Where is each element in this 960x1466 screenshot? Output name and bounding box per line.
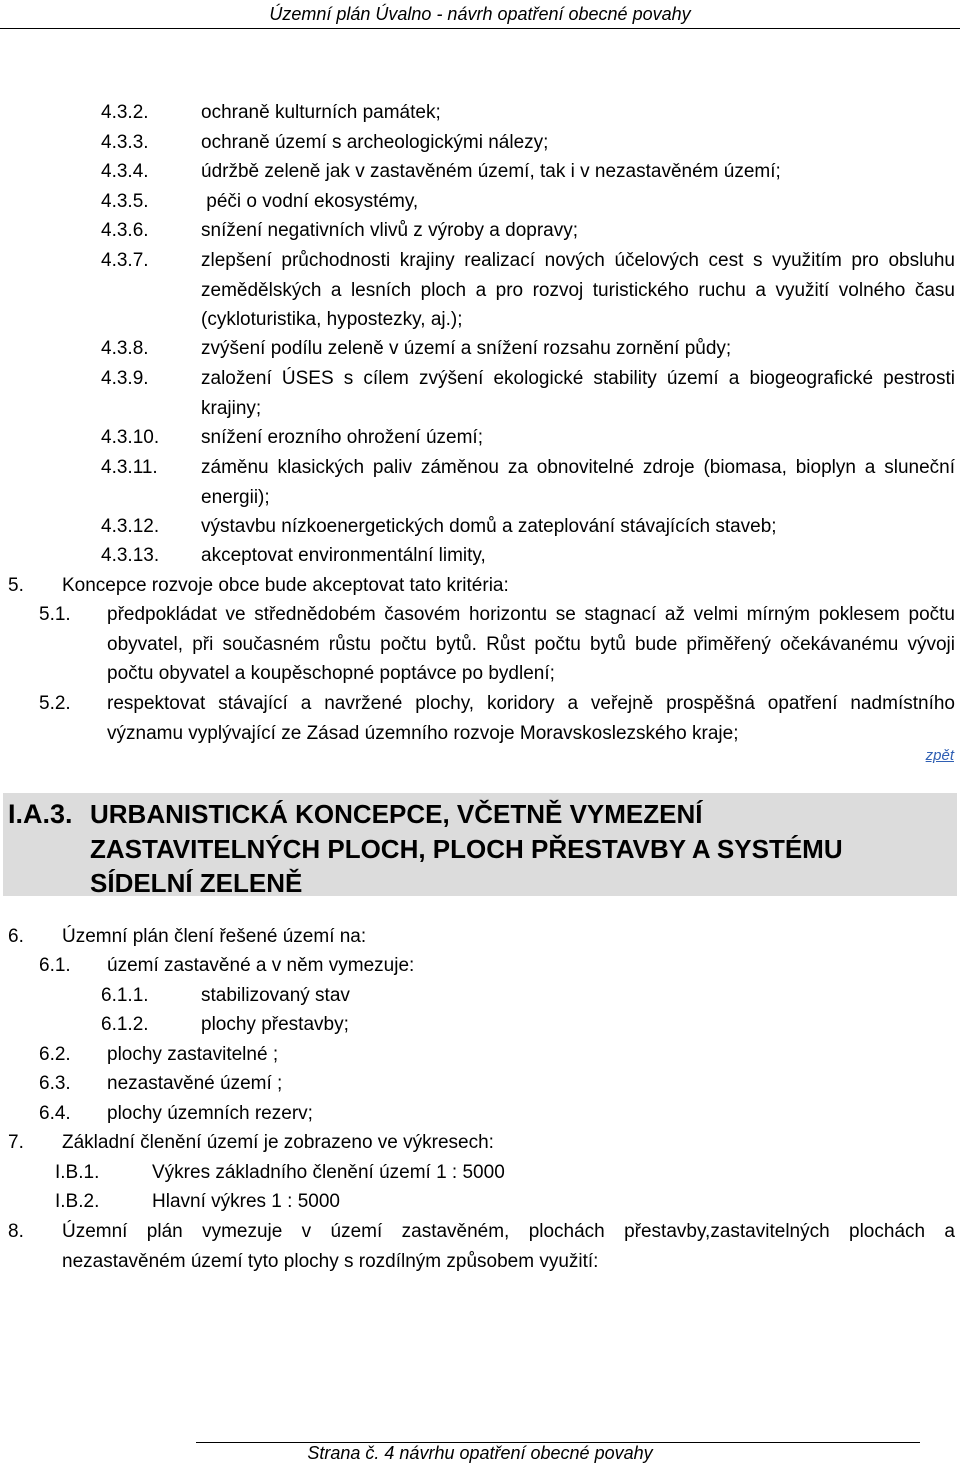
header-rule xyxy=(0,28,960,29)
back-link[interactable]: zpět xyxy=(925,747,954,764)
item-text: respektovat stávající a navržené plochy, koridory a veřejně prospěšná opatření nadmístního významu vyplývající ze Zásad územního rozvoje Moravskoslezského kraje; xyxy=(107,693,955,744)
item-text: území zastavěné a v něm vymezuje: xyxy=(107,955,415,976)
item-number: I.B.1. xyxy=(55,1162,100,1183)
section-code: I.A.3. xyxy=(8,799,73,829)
item-text: plochy územních rezerv; xyxy=(107,1103,313,1124)
item-number: 4.3.10. xyxy=(101,427,160,448)
item-text: Hlavní výkres 1 : 5000 xyxy=(152,1191,340,1212)
item-number: 4.3.11. xyxy=(101,457,158,478)
page-header: Územní plán Úvalno - návrh opatření obecné povahy xyxy=(269,4,691,24)
item-text: předpokládat ve střednědobém časovém horizontu se stagnací až velmi mírným poklesem počtu obyvatel, při současném růstu počtu bytů. Růst počtu bytů bude přiměřený očekávanému vývoji počtu obyvatel a koupěschopné poptávce po bydlení; xyxy=(107,604,955,684)
item-number: 8. xyxy=(8,1221,24,1242)
item-number: 6.1. xyxy=(39,955,71,976)
item-number: 6. xyxy=(8,926,24,947)
item-number: 6.2. xyxy=(39,1044,71,1065)
item-text: zlepšení průchodnosti krajiny realizací nových účelových cest s využitím pro obsluhu zemědělských a lesních ploch a pro rozvoj turistického ruchu a využití volného času (cykloturistika, hypostezky, aj.); xyxy=(201,250,955,330)
item-text: plochy zastavitelné ; xyxy=(107,1044,279,1065)
item-number: 4.3.3. xyxy=(101,132,149,153)
item-text: snížení negativních vlivů z výroby a dopravy; xyxy=(201,220,579,241)
item-text: záměnu klasických paliv záměnou za obnovitelné zdroje (biomasa, bioplyn a sluneční energii); xyxy=(201,457,955,508)
item-number: 4.3.12. xyxy=(101,516,160,537)
item-text: Územní plán vymezuje v území zastavěném, plochách přestavby,zastavitelných plochách a nezastavěném území tyto plochy s rozdílným způsobem využití: xyxy=(62,1221,955,1272)
item-text: snížení erozního ohrožení území; xyxy=(201,427,483,448)
item-text: Koncepce rozvoje obce bude akceptovat tato kritéria: xyxy=(62,575,509,596)
item-number: 5.2. xyxy=(39,693,71,714)
item-text: péči o vodní ekosystémy, xyxy=(201,191,419,212)
item-number: 4.3.6. xyxy=(101,220,149,241)
item-number: 4.3.8. xyxy=(101,338,149,359)
item-text: údržbě zeleně jak v zastavěném území, tak i v nezastavěném území; xyxy=(201,161,781,182)
section-title: URBANISTICKÁ KONCEPCE, VČETNĚ VYMEZENÍ ZASTAVITELNÝCH PLOCH, PLOCH PŘESTAVBY A SYSTÉMU SÍDELNÍ ZELENĚ xyxy=(90,799,843,898)
item-text: akceptovat environmentální limity, xyxy=(201,545,486,566)
item-number: 4.3.9. xyxy=(101,368,149,389)
item-text: ochraně území s archeologickými nálezy; xyxy=(201,132,549,153)
item-number: 5.1. xyxy=(39,604,71,625)
item-number: 6.1.2. xyxy=(101,1014,149,1035)
item-number: 5. xyxy=(8,575,24,596)
item-text: Základní členění území je zobrazeno ve výkresech: xyxy=(62,1132,494,1153)
item-text: Výkres základního členění území 1 : 5000 xyxy=(152,1162,505,1183)
item-number: 4.3.2. xyxy=(101,102,149,123)
item-number: 6.4. xyxy=(39,1103,71,1124)
item-number: 6.3. xyxy=(39,1073,71,1094)
item-text: stabilizovaný stav xyxy=(201,985,350,1006)
item-text: výstavbu nízkoenergetických domů a zateplování stávajících staveb; xyxy=(201,516,777,537)
item-text: ochraně kulturních památek; xyxy=(201,102,441,123)
item-text: zvýšení podílu zeleně v území a snížení rozsahu zornění půdy; xyxy=(201,338,732,359)
item-number: 4.3.13. xyxy=(101,545,160,566)
item-number: 6.1.1. xyxy=(101,985,149,1006)
item-number: I.B.2. xyxy=(55,1191,100,1212)
item-text: nezastavěné území ; xyxy=(107,1073,283,1094)
page-footer: Strana č. 4 návrhu opatření obecné povahy xyxy=(307,1443,653,1463)
item-text: založení ÚSES s cílem zvýšení ekologické stability území a biogeografické pestrosti krajiny; xyxy=(201,368,955,419)
item-number: 4.3.7. xyxy=(101,250,149,271)
item-text: plochy přestavby; xyxy=(201,1014,349,1035)
item-number: 7. xyxy=(8,1132,24,1153)
item-number: 4.3.4. xyxy=(101,161,149,182)
item-text: Územní plán člení řešené území na: xyxy=(62,926,367,947)
item-number: 4.3.5. xyxy=(101,191,149,212)
